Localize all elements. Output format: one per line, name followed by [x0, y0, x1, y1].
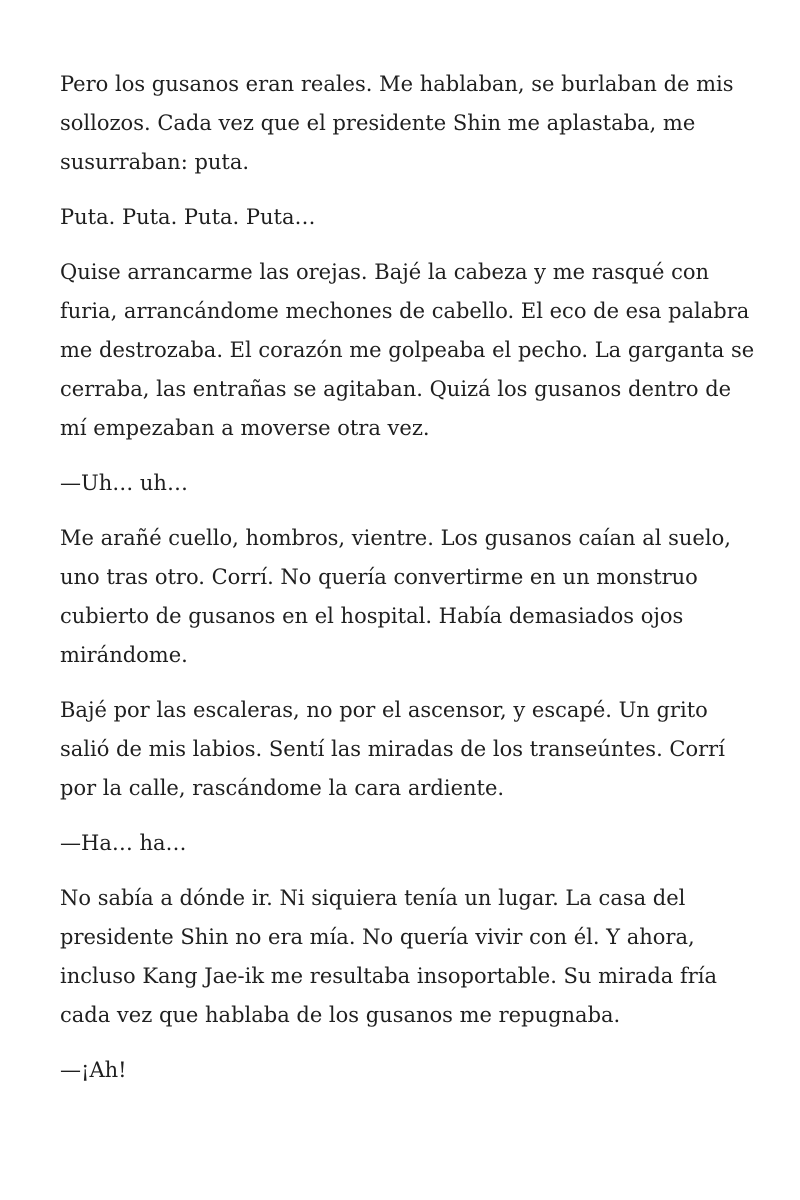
- paragraph: No sabía a dónde ir. Ni siquiera tenía un lugar. La casa del presidente Shin no era mía. No quería vivir con él. Y ahora, incluso Kang Jae-ik me resultaba insoportable. Su mirada fría cada vez que hablaba de los gusanos me repugnaba.: [60, 886, 718, 1027]
- paragraph: Puta. Puta. Puta. Puta…: [60, 205, 316, 229]
- paragraph: Pero los gusanos eran reales. Me hablaban, se burlaban de mis sollozos. Cada vez que el presidente Shin me aplastaba, me susurraban: puta.: [60, 72, 734, 174]
- paragraph: Bajé por las escaleras, no por el ascensor, y escapé. Un grito salió de mis labios. Sentí las miradas de los transeúntes. Corrí por la calle, rascándome la cara ardiente.: [60, 698, 725, 800]
- dialogue-line: —Uh… uh…: [60, 471, 188, 495]
- paragraph: Quise arrancarme las orejas. Bajé la cabeza y me rasqué con furia, arrancándome mechones de cabello. El eco de esa palabra me destrozaba. El corazón me golpeaba el pecho. La garganta se cerraba, las entrañas se agitaban. Quizá los gusanos dentro de mí empezaban a moverse otra vez.: [60, 260, 755, 440]
- dialogue-line: —Ha… ha…: [60, 831, 187, 855]
- paragraph: Me arañé cuello, hombros, vientre. Los gusanos caían al suelo, uno tras otro. Corrí. No quería convertirme en un monstruo cubierto de gusanos en el hospital. Había demasiados ojos mirándome.: [60, 526, 731, 667]
- dialogue-line: —¡Ah!: [60, 1058, 127, 1082]
